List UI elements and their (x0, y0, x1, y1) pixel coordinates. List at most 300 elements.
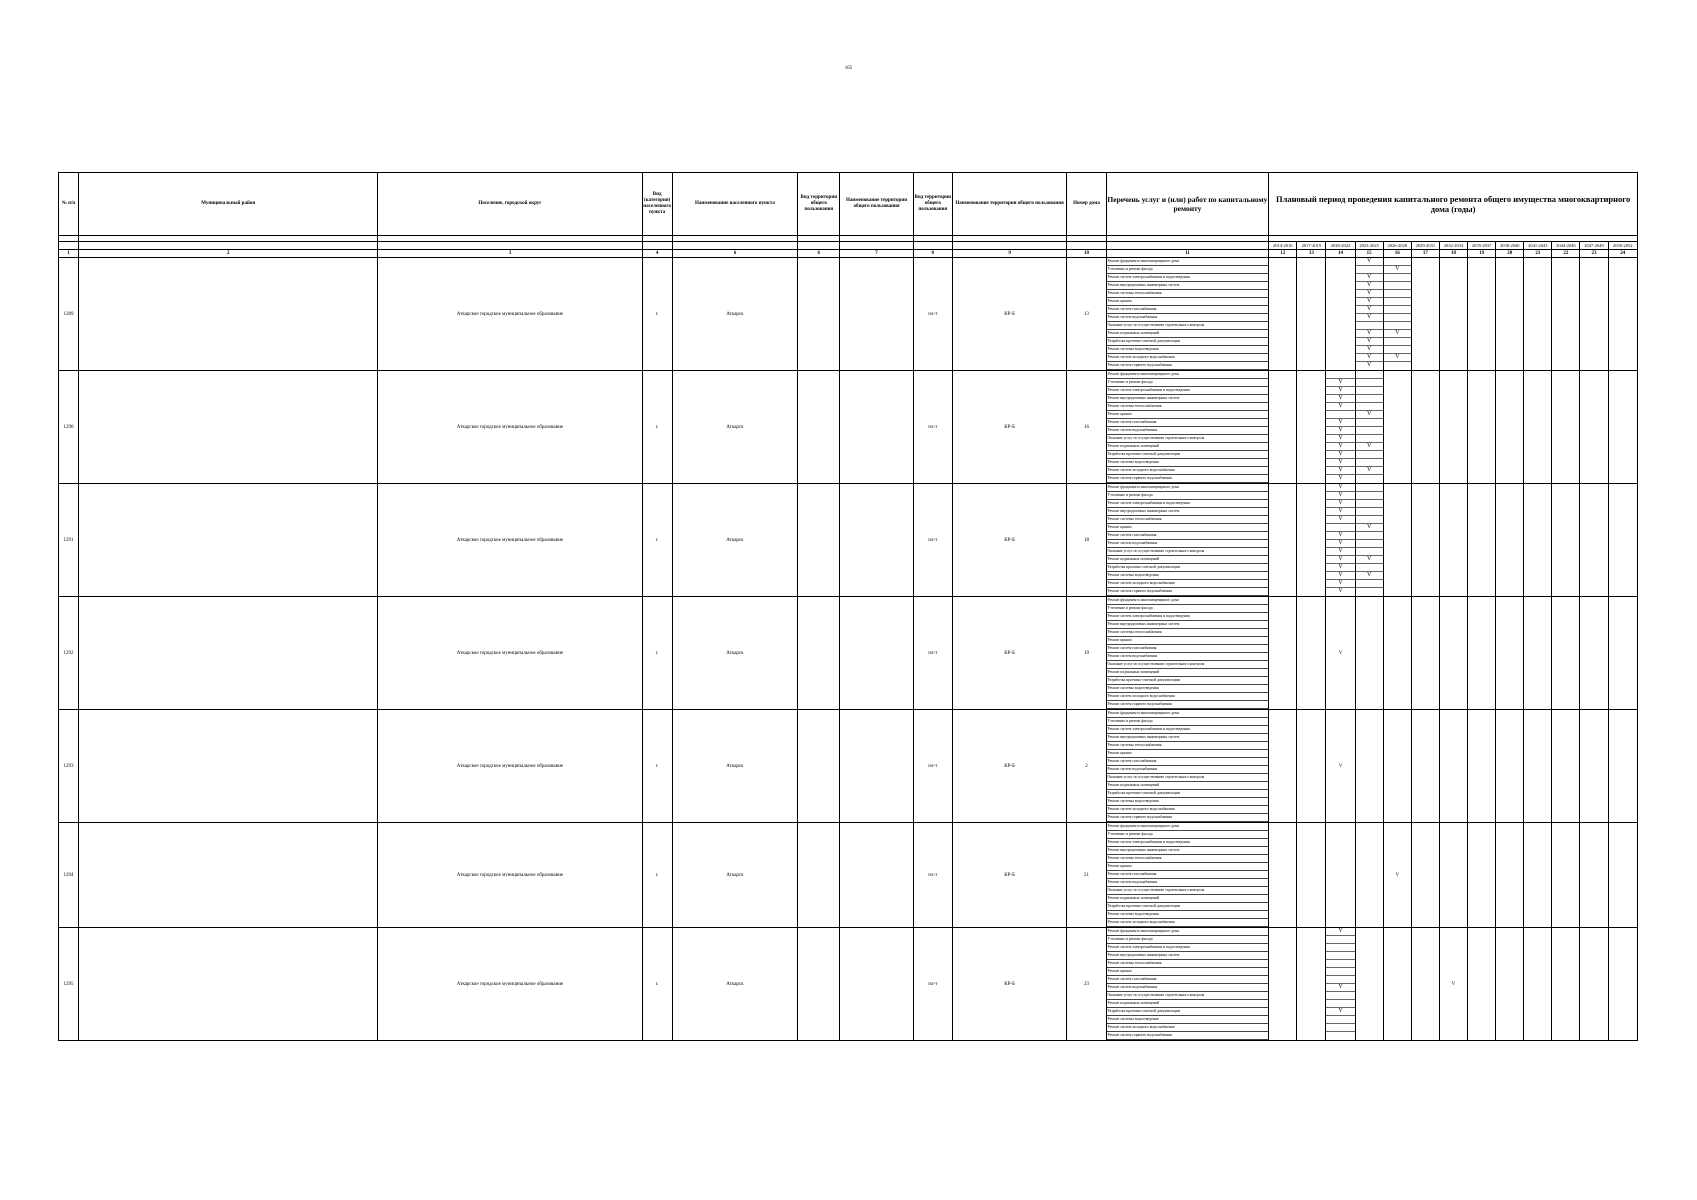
cell-settlement: Аткарское городское муниципальное образование (378, 928, 642, 1041)
period-mark: V (1326, 379, 1354, 387)
period-cell (1326, 928, 1355, 1041)
period-mark (1356, 322, 1383, 330)
period-cell (1580, 710, 1608, 823)
period-mark: V (1326, 984, 1354, 992)
column-number: 4 (642, 250, 672, 258)
period-mark: V (1356, 572, 1383, 580)
period-cell (1355, 823, 1383, 928)
work-item: Ремонт систем горячего водоснабжения (1107, 814, 1269, 822)
work-item: Ремонт систем холодного водоснабжения (1107, 919, 1269, 927)
cell-terr-name-2: КР-Б (952, 710, 1067, 823)
period-header: 2014-2016 (1269, 242, 1297, 250)
period-cell (1411, 258, 1439, 371)
work-item: Ремонт систем электроснабжения и водоотведения (1107, 274, 1269, 282)
table-row (59, 484, 1638, 597)
cell-district (79, 823, 378, 928)
cell-terr-type-2: пл-т (913, 823, 952, 928)
cell-house: 21 (1067, 823, 1106, 928)
period-cell (1439, 597, 1467, 710)
work-item: Ремонт крыши (1107, 637, 1269, 645)
work-item: Утепление и ремонт фасада (1107, 605, 1269, 613)
period-mark (1356, 266, 1383, 274)
cell-terr-name-1 (840, 710, 913, 823)
row-number: 1295 (59, 928, 79, 1041)
work-item: Ремонт крыши (1107, 411, 1269, 419)
period-mark: V (1356, 330, 1383, 338)
period-cell (1524, 823, 1552, 928)
work-item: Разработка проектно-сметной документации (1107, 677, 1269, 685)
cell-settlement: Аткарское городское муниципальное образование (378, 484, 642, 597)
period-header: 2017-2019 (1297, 242, 1326, 250)
work-item: Разработка проектно-сметной документации (1107, 338, 1269, 346)
cell-loc-type: г. (642, 484, 672, 597)
work-item: Ремонт внутридомовых инженерных систем (1107, 734, 1269, 742)
period-mark: V (1326, 443, 1354, 451)
period-cell (1297, 484, 1326, 597)
work-item: Разработка проектно-сметной документации (1107, 903, 1269, 911)
cell-loc-name: Аткарск (672, 597, 798, 710)
cell-house: 2 (1067, 710, 1106, 823)
period-cell (1297, 710, 1326, 823)
column-number: 12 (1269, 250, 1297, 258)
header-loc-type: Вид (категория) населенного пункта (642, 173, 672, 236)
period-mark (1356, 508, 1383, 516)
work-item: Разработка проектно-сметной документации (1107, 564, 1269, 572)
table-row (59, 928, 1638, 1041)
work-item: Оказание услуг по осуществлению строительного контроля (1107, 435, 1269, 443)
period-cell (1383, 371, 1411, 484)
period-header: 2050-2052 (1608, 242, 1637, 250)
period-header: 2038-2040 (1496, 242, 1524, 250)
period-mark: V (1338, 588, 1343, 594)
work-item: Оказание услуг по осуществлению строительного контроля (1107, 774, 1269, 782)
cell-terr-name-1 (840, 928, 913, 1041)
work-item: Ремонт систем электроснабжения и водоотведения (1107, 500, 1269, 508)
work-item: Ремонт внутридомовых инженерных систем (1107, 847, 1269, 855)
cell-terr-type-1 (798, 710, 840, 823)
work-item: Ремонт систем горячего водоснабжения (1107, 1032, 1269, 1040)
work-item: Оказание услуг по осуществлению строительного контроля (1107, 661, 1269, 669)
period-mark: V (1326, 928, 1354, 936)
work-item: Ремонт фундамента многоквартирного дома (1107, 258, 1269, 266)
period-mark: V (1356, 338, 1383, 346)
period-mark (1384, 306, 1411, 314)
period-mark (1356, 475, 1383, 482)
period-mark: V (1326, 500, 1354, 508)
work-item: Ремонт подвальных помещений (1107, 556, 1269, 564)
period-cell (1496, 710, 1524, 823)
work-item: Разработка проектно-сметной документации (1107, 790, 1269, 798)
period-cell (1355, 258, 1383, 371)
period-mark (1356, 492, 1383, 500)
period-mark (1326, 960, 1354, 968)
column-number: 14 (1326, 250, 1355, 258)
period-cell (1411, 928, 1439, 1041)
period-mark (1356, 548, 1383, 556)
period-cell (1608, 928, 1637, 1041)
period-mark: V (1326, 564, 1354, 572)
period-mark: V (1326, 419, 1354, 427)
work-item: Утепление и ремонт фасада (1107, 266, 1269, 274)
work-item: Ремонт систем холодного водоснабжения (1107, 467, 1269, 475)
period-cell (1468, 928, 1496, 1041)
header-plan: Плановый период проведения капитального ремонта общего имущества многоквартирного дома (годы) (1269, 173, 1638, 236)
cell-loc-name: Аткарск (672, 484, 798, 597)
period-cell (1439, 484, 1467, 597)
period-mark (1326, 976, 1354, 984)
cell-terr-name-2: КР-Б (952, 258, 1067, 371)
period-mark (1384, 274, 1411, 282)
period-header: 2026-2028 (1383, 242, 1411, 250)
period-mark (1326, 952, 1354, 960)
period-mark (1326, 968, 1354, 976)
period-cell (1580, 484, 1608, 597)
period-mark-central: V (1439, 928, 1467, 1041)
row-number: 1293 (59, 710, 79, 823)
cell-settlement: Аткарское городское муниципальное образование (378, 258, 642, 371)
period-mark (1384, 346, 1411, 354)
work-item: Ремонт внутридомовых инженерных систем (1107, 621, 1269, 629)
work-item: Утепление и ремонт фасада (1107, 718, 1269, 726)
cell-terr-type-2: пл-т (913, 258, 952, 371)
period-cell (1524, 928, 1552, 1041)
period-mark (1384, 258, 1411, 266)
column-number: 1 (59, 250, 79, 258)
table-row (59, 371, 1638, 484)
period-mark (1384, 314, 1411, 322)
period-mark (1326, 1024, 1354, 1032)
period-mark (1384, 290, 1411, 298)
cell-terr-name-2: КР-Б (952, 597, 1067, 710)
cell-loc-type: г. (642, 710, 672, 823)
period-cell (1411, 484, 1439, 597)
period-cell (1468, 371, 1496, 484)
work-item: Разработка проектно-сметной документации (1107, 1008, 1269, 1016)
period-cell (1552, 823, 1580, 928)
cell-terr-type-2: пл-т (913, 597, 952, 710)
work-item: Ремонт внутридомовых инженерных систем (1107, 395, 1269, 403)
period-mark (1356, 451, 1383, 459)
period-cell (1496, 484, 1524, 597)
period-mark: V (1326, 572, 1354, 580)
period-mark: V (1326, 540, 1354, 548)
cell-house: 23 (1067, 928, 1106, 1041)
work-item: Ремонт систем электроснабжения и водоотведения (1107, 944, 1269, 952)
period-cell (1552, 928, 1580, 1041)
works-list (1106, 928, 1269, 1041)
work-item: Оказание услуг по осуществлению строительного контроля (1107, 548, 1269, 556)
cell-terr-name-1 (840, 371, 913, 484)
period-cell (1468, 710, 1496, 823)
work-item: Ремонт систем газоснабжения (1107, 419, 1269, 427)
period-header: 2047-2049 (1580, 242, 1608, 250)
period-cell (1297, 258, 1326, 371)
cell-house: 19 (1067, 597, 1106, 710)
period-header: 2029-2031 (1411, 242, 1439, 250)
column-number: 21 (1524, 250, 1552, 258)
work-item: Ремонт подвальных помещений (1107, 895, 1269, 903)
period-mark (1326, 1000, 1354, 1008)
period-mark: V (1326, 484, 1354, 492)
header-terr-type-2: Вид территории общего пользования (913, 173, 952, 236)
period-mark: V (1326, 467, 1354, 475)
period-cell (1552, 597, 1580, 710)
work-item: Ремонт фундамента многоквартирного дома (1107, 928, 1269, 936)
column-number: 17 (1411, 250, 1439, 258)
cell-district (79, 597, 378, 710)
period-mark: V (1356, 467, 1383, 475)
period-cell (1326, 258, 1355, 371)
period-cell (1326, 823, 1355, 928)
period-cell (1608, 484, 1637, 597)
period-cell (1439, 710, 1467, 823)
period-cell (1524, 484, 1552, 597)
work-item: Ремонт систем водоснабжения (1107, 984, 1269, 992)
table-row (59, 597, 1638, 710)
column-number: 19 (1468, 250, 1496, 258)
period-cell (1411, 597, 1439, 710)
cell-terr-type-2: пл-т (913, 710, 952, 823)
work-item: Ремонт систем газоснабжения (1107, 532, 1269, 540)
cell-terr-name-1 (840, 258, 913, 371)
work-item: Ремонт крыши (1107, 968, 1269, 976)
cell-settlement: Аткарское городское муниципальное образование (378, 371, 642, 484)
work-item: Разработка проектно-сметной документации (1107, 451, 1269, 459)
work-item: Ремонт системы теплоснабжения (1107, 629, 1269, 637)
period-cell (1355, 484, 1383, 597)
period-mark: V (1326, 387, 1354, 395)
work-item: Ремонт системы теплоснабжения (1107, 855, 1269, 863)
row-number: 1289 (59, 258, 79, 371)
period-mark: V (1356, 346, 1383, 354)
period-mark (1356, 379, 1383, 387)
work-item: Ремонт системы водоотведения (1107, 911, 1269, 919)
works-list (1106, 258, 1269, 371)
cell-district (79, 371, 378, 484)
period-cell (1269, 258, 1297, 371)
work-item: Ремонт внутридомовых инженерных систем (1107, 508, 1269, 516)
period-cell (1524, 597, 1552, 710)
works-list (1106, 823, 1269, 928)
work-item: Ремонт систем горячего водоснабжения (1107, 588, 1269, 596)
period-mark-central: V (1326, 710, 1355, 823)
period-cell (1608, 597, 1637, 710)
cell-district (79, 258, 378, 371)
period-mark (1356, 500, 1383, 508)
period-cell (1524, 371, 1552, 484)
cell-house: 18 (1067, 484, 1106, 597)
work-item: Ремонт системы теплоснабжения (1107, 403, 1269, 411)
period-cell (1608, 823, 1637, 928)
period-cell (1355, 928, 1383, 1041)
period-mark: V (1326, 435, 1354, 443)
work-item: Ремонт крыши (1107, 524, 1269, 532)
period-cell (1608, 371, 1637, 484)
cell-house: 16 (1067, 371, 1106, 484)
work-item: Ремонт систем газоснабжения (1107, 871, 1269, 879)
period-cell (1439, 371, 1467, 484)
cell-district (79, 710, 378, 823)
work-item: Оказание услуг по осуществлению строительного контроля (1107, 992, 1269, 1000)
period-mark: V (1356, 411, 1383, 419)
period-mark: V (1326, 492, 1354, 500)
row-number: 1290 (59, 371, 79, 484)
work-item: Ремонт системы теплоснабжения (1107, 290, 1269, 298)
period-cell (1383, 710, 1411, 823)
period-mark (1356, 540, 1383, 548)
cell-loc-type: г. (642, 928, 672, 1041)
period-mark (1326, 371, 1354, 379)
work-item: Ремонт систем холодного водоснабжения (1107, 1024, 1269, 1032)
work-item: Ремонт систем водоснабжения (1107, 653, 1269, 661)
works-list (1106, 484, 1269, 597)
period-cell (1355, 371, 1383, 484)
period-cell (1269, 823, 1297, 928)
work-item: Ремонт систем горячего водоснабжения (1107, 362, 1269, 370)
work-item: Утепление и ремонт фасада (1107, 379, 1269, 387)
table-row (59, 823, 1638, 928)
period-cell (1496, 928, 1524, 1041)
period-mark (1384, 282, 1411, 290)
period-mark (1356, 419, 1383, 427)
period-mark: V (1356, 306, 1383, 314)
period-mark: V (1384, 330, 1411, 338)
header-settlement: Поселение, городской округ (378, 173, 642, 236)
period-header: 2020-2022 (1326, 242, 1355, 250)
work-item: Ремонт систем электроснабжения и водоотведения (1107, 839, 1269, 847)
period-mark: V (1384, 354, 1411, 362)
cell-house: 13 (1067, 258, 1106, 371)
period-mark (1326, 524, 1354, 532)
period-header: 2032-2034 (1439, 242, 1467, 250)
period-mark: V (1326, 459, 1354, 467)
period-mark: V (1366, 362, 1372, 368)
period-mark: V (1338, 475, 1343, 481)
period-mark (1326, 411, 1354, 419)
period-mark (1356, 516, 1383, 524)
period-mark (1326, 1032, 1354, 1039)
cell-settlement: Аткарское городское муниципальное образование (378, 823, 642, 928)
period-header: 2023-2025 (1355, 242, 1383, 250)
work-item: Ремонт систем газоснабжения (1107, 976, 1269, 984)
period-mark: V (1356, 258, 1383, 266)
cell-terr-type-1 (798, 371, 840, 484)
work-item: Ремонт систем холодного водоснабжения (1107, 806, 1269, 814)
work-item: Ремонт системы водоотведения (1107, 1016, 1269, 1024)
period-mark (1384, 338, 1411, 346)
work-item: Ремонт систем горячего водоснабжения (1107, 701, 1269, 709)
work-item: Ремонт системы водоотведения (1107, 798, 1269, 806)
period-cell (1297, 928, 1326, 1041)
period-mark: V (1356, 354, 1383, 362)
cell-terr-name-2: КР-Б (952, 371, 1067, 484)
work-item: Ремонт фундамента многоквартирного дома (1107, 823, 1269, 831)
work-item: Ремонт систем горячего водоснабжения (1107, 475, 1269, 483)
header-house: Номер дома (1067, 173, 1106, 236)
period-mark (1356, 427, 1383, 435)
work-item: Ремонт системы теплоснабжения (1107, 742, 1269, 750)
work-item: Ремонт системы водоотведения (1107, 685, 1269, 693)
cell-loc-name: Аткарск (672, 710, 798, 823)
period-cell (1468, 258, 1496, 371)
work-item: Ремонт системы водоотведения (1107, 459, 1269, 467)
period-cell (1269, 928, 1297, 1041)
period-mark (1356, 395, 1383, 403)
period-cell (1383, 258, 1411, 371)
column-number: 10 (1067, 250, 1106, 258)
period-cell (1552, 258, 1580, 371)
period-mark (1356, 403, 1383, 411)
period-cell (1580, 928, 1608, 1041)
period-mark-central: V (1326, 597, 1355, 710)
cell-terr-name-2: КР-Б (952, 484, 1067, 597)
cell-terr-type-1 (798, 484, 840, 597)
column-number: 6 (798, 250, 840, 258)
work-item: Ремонт систем электроснабжения и водоотведения (1107, 726, 1269, 734)
work-item: Ремонт внутридомовых инженерных систем (1107, 282, 1269, 290)
work-item: Ремонт подвальных помещений (1107, 1000, 1269, 1008)
period-mark-central: V (1383, 823, 1411, 928)
row-number: 1291 (59, 484, 79, 597)
work-item: Ремонт подвальных помещений (1107, 782, 1269, 790)
table-row (59, 710, 1638, 823)
cell-loc-name: Аткарск (672, 258, 798, 371)
work-item: Утепление и ремонт фасада (1107, 831, 1269, 839)
period-cell (1326, 484, 1355, 597)
header-terr-type-1: Вид территории общего пользования (798, 173, 840, 236)
period-mark: V (1356, 298, 1383, 306)
row-number: 1292 (59, 597, 79, 710)
cell-loc-type: г. (642, 823, 672, 928)
work-item: Ремонт систем газоснабжения (1107, 645, 1269, 653)
period-cell (1297, 371, 1326, 484)
row-number: 1294 (59, 823, 79, 928)
work-item: Ремонт крыши (1107, 863, 1269, 871)
period-cell (1552, 710, 1580, 823)
column-number: 6 (672, 250, 798, 258)
period-cell (1411, 371, 1439, 484)
period-header: 2041-2043 (1524, 242, 1552, 250)
work-item: Оказание услуг по осуществлению строительного контроля (1107, 322, 1269, 330)
period-cell (1411, 823, 1439, 928)
period-cell (1552, 371, 1580, 484)
period-cell (1496, 597, 1524, 710)
column-number: 24 (1608, 250, 1637, 258)
column-number: 9 (952, 250, 1067, 258)
work-item: Оказание услуг по осуществлению строительного контроля (1107, 887, 1269, 895)
column-number: 20 (1496, 250, 1524, 258)
period-mark: V (1326, 556, 1354, 564)
cell-loc-name: Аткарск (672, 823, 798, 928)
period-mark: V (1326, 451, 1354, 459)
column-number: 23 (1580, 250, 1608, 258)
period-cell (1608, 710, 1637, 823)
period-mark: V (1326, 580, 1354, 588)
period-cell (1355, 710, 1383, 823)
period-mark: V (1326, 1008, 1354, 1016)
header-terr-name-1: Наименование территории общего пользования (840, 173, 913, 236)
period-cell (1439, 823, 1467, 928)
period-cell (1411, 710, 1439, 823)
work-item: Ремонт систем электроснабжения и водоотведения (1107, 387, 1269, 395)
period-mark (1356, 564, 1383, 572)
period-mark: V (1356, 274, 1383, 282)
period-cell (1552, 484, 1580, 597)
column-number: 22 (1552, 250, 1580, 258)
period-mark: V (1356, 556, 1383, 564)
period-mark (1384, 298, 1411, 306)
period-cell (1468, 484, 1496, 597)
